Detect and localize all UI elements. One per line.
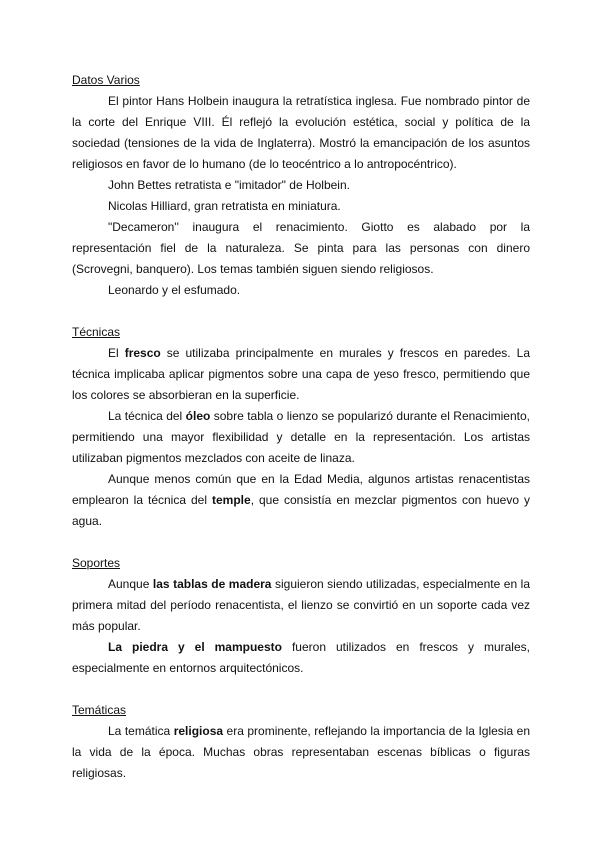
text-run: siguieron siendo utilizadas, especialmente en la primera mitad del período renacentista, el lienzo se convirtió en un soporte cada vez más popular. bbox=[72, 577, 530, 633]
paragraph: El pintor Hans Holbein inaugura la retratística inglesa. Fue nombrado pintor de la corte del Enrique VIII. Él reflejó la evolución estética, social y política de la sociedad (tensiones de la vida de Inglaterra). Mostró la emancipación de los asuntos religiosos en favor de lo humano (de lo teocéntrico a lo antropocéntrico). bbox=[72, 94, 530, 171]
text-run: fueron utilizados en frescos y murales, especialmente en entornos arquitectónicos. bbox=[72, 640, 530, 675]
section-datos-varios bbox=[72, 70, 530, 301]
paragraph bbox=[72, 406, 530, 469]
text-run: era prominente, reflejando la importancia de la Iglesia en la vida de la época. Muchas obras representaban escenas bíblicas o figuras religiosas. bbox=[72, 724, 530, 780]
section-tecnicas bbox=[72, 322, 530, 532]
paragraph bbox=[72, 721, 530, 784]
paragraph bbox=[72, 343, 530, 406]
text-run: La temática bbox=[108, 724, 174, 738]
bold-term: óleo bbox=[185, 409, 211, 423]
section-heading: Técnicas bbox=[72, 325, 121, 339]
text-run: El bbox=[108, 346, 125, 360]
text-run: Aunque bbox=[108, 577, 153, 591]
bold-term: fresco bbox=[124, 346, 161, 360]
paragraph bbox=[72, 469, 530, 532]
section-heading: Datos Varios bbox=[72, 73, 140, 87]
section-heading: Soportes bbox=[72, 556, 121, 570]
bold-term: La piedra y el mampuesto bbox=[108, 640, 282, 654]
paragraph: Nicolas Hilliard, gran retratista en miniatura. bbox=[108, 199, 341, 213]
document-content bbox=[72, 70, 530, 805]
section-tematicas bbox=[72, 700, 530, 784]
paragraph: "Decameron'' inaugura el renacimiento. Giotto es alabado por la representación fiel de la naturaleza. Se pinta para las personas con dinero (Scrovegni, banquero). Los temas también siguen siendo religiosos. bbox=[72, 220, 530, 276]
section-soportes bbox=[72, 553, 530, 679]
paragraph: John Bettes retratista e "imitador" de Holbein. bbox=[108, 178, 350, 192]
text-run: , que consistía en mezclar pigmentos con huevo y agua. bbox=[72, 493, 530, 528]
bold-term: las tablas de madera bbox=[152, 577, 272, 591]
text-run: Aunque menos común que en la Edad Media, algunos artistas renacentistas emplearon la técnica del bbox=[72, 472, 530, 507]
paragraph: Leonardo y el esfumado. bbox=[108, 283, 241, 297]
text-run: se utilizaba principalmente en murales y frescos en paredes. La técnica implicaba aplicar pigmentos sobre una capa de yeso fresco, permitiendo que los colores se absorbieran en la superficie. bbox=[72, 346, 530, 402]
paragraph bbox=[72, 574, 530, 637]
paragraph bbox=[72, 637, 530, 679]
bold-term: temple bbox=[212, 493, 251, 507]
text-run: La técnica del bbox=[108, 409, 186, 423]
text-run: sobre tabla o lienzo se popularizó durante el Renacimiento, permitiendo una mayor flexibilidad y detalle en la representación. Los artistas utilizaban pigmentos mezclados con aceite de linaza. bbox=[72, 409, 530, 465]
section-heading: Temáticas bbox=[72, 703, 127, 717]
bold-term: religiosa bbox=[173, 724, 224, 738]
